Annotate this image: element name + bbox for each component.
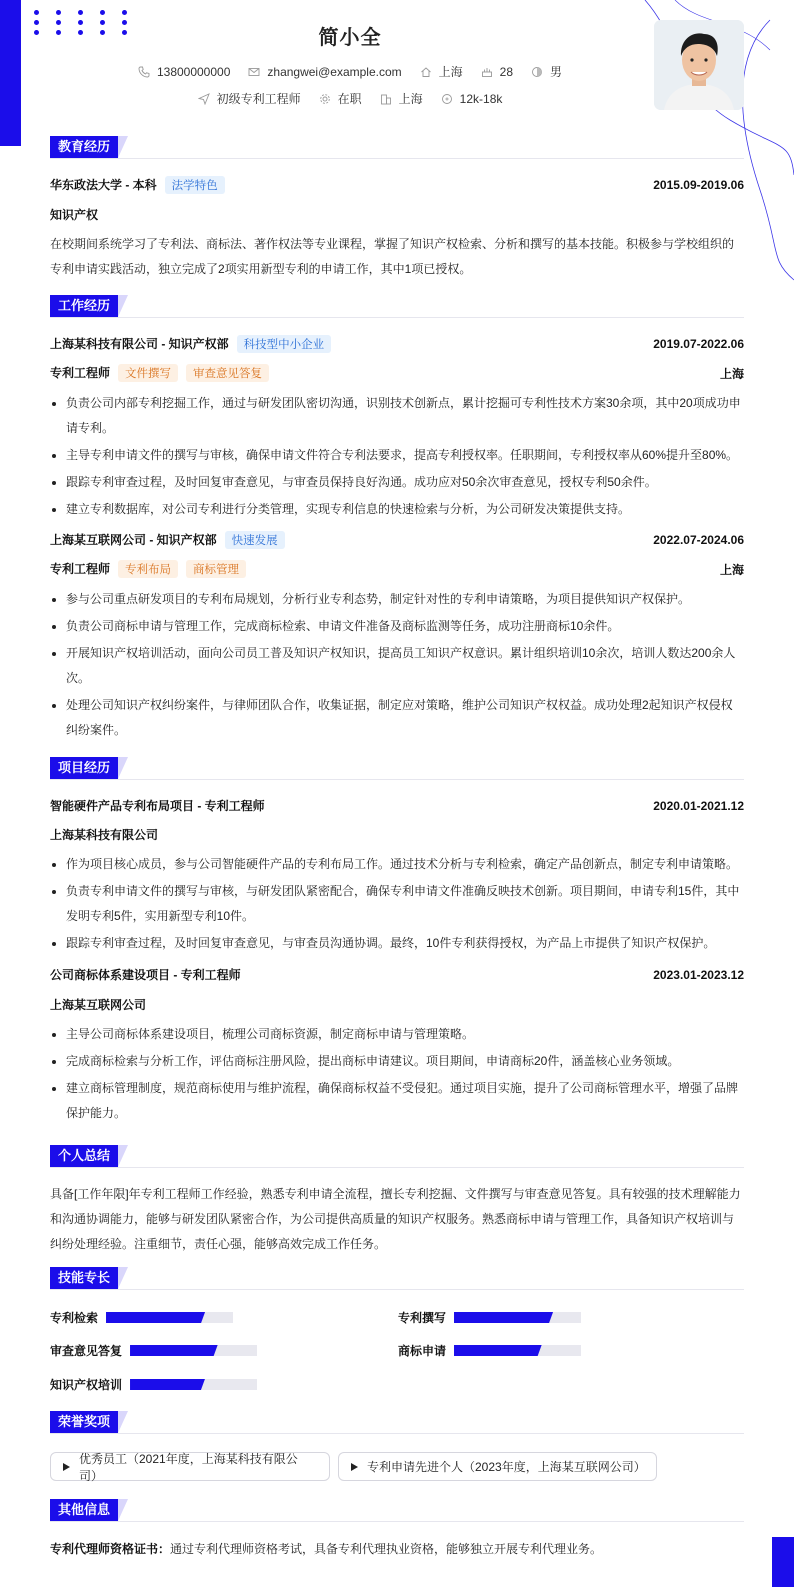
skill-label: 专利撰写 bbox=[398, 1311, 447, 1325]
position-text: 初级专利工程师 bbox=[216, 92, 301, 106]
education-header bbox=[50, 176, 744, 194]
gender-icon bbox=[531, 66, 543, 78]
gender-item bbox=[531, 63, 562, 80]
city-item bbox=[380, 90, 423, 107]
company-name: 上海某互联网公司 - 知识产权部 bbox=[50, 533, 217, 547]
other-info bbox=[50, 1540, 744, 1558]
award-item bbox=[338, 1452, 657, 1481]
role-title: 专利工程师 bbox=[50, 562, 111, 576]
decor-dot bbox=[100, 10, 105, 15]
major-row bbox=[50, 206, 744, 223]
education-desc: 在校期间系统学习了专利法、商标法、著作权法等专业课程，掌握了知识产权检索、分析和撰写的基本技能。积极参与学校组织的专利申请实践活动，独立完成了2项实用新型专利的申请工作，其中1项已授权。 bbox=[50, 237, 735, 276]
hometown-item bbox=[420, 63, 463, 80]
list-item: 作为项目核心成员，参与公司智能硬件产品的专利布局工作。通过技术分析与专利检索，确定产品创新点，制定专利申请策略。 bbox=[50, 852, 744, 877]
skill-bar bbox=[454, 1345, 581, 1356]
list-item: 建立专利数据库，对公司专利进行分类管理，实现专利信息的快速检索与分析，为公司研发决策提供支持。 bbox=[50, 497, 744, 522]
skill-label: 专利检索 bbox=[50, 1311, 99, 1325]
role-tag: 文件撰写 bbox=[118, 364, 178, 382]
list-item: 建立商标管理制度，规范商标使用与维护流程，确保商标权益不受侵犯。通过项目实施，提升了公司商标管理水平，增强了品牌保护能力。 bbox=[50, 1076, 744, 1126]
decor-dot bbox=[78, 10, 83, 15]
skill-bar bbox=[130, 1379, 257, 1390]
skill-bar-fill bbox=[454, 1312, 553, 1323]
section-divider bbox=[50, 317, 744, 318]
status-item bbox=[319, 90, 362, 107]
award-text: 优秀员工（2021年度，上海某科技有限公司） bbox=[79, 1451, 298, 1483]
coin-icon bbox=[441, 93, 453, 105]
role-tag: 专利布局 bbox=[118, 560, 178, 578]
certificate-label: 专利代理师资格证书： bbox=[50, 1542, 171, 1556]
phone-icon bbox=[138, 66, 150, 78]
skill-item bbox=[398, 1342, 581, 1359]
skill-item bbox=[50, 1309, 233, 1326]
section-divider bbox=[50, 1521, 744, 1522]
contact-row bbox=[0, 63, 700, 80]
section-title-summary: 个人总结 bbox=[50, 1145, 128, 1167]
section-divider bbox=[50, 1433, 744, 1434]
work-bullets-1 bbox=[50, 391, 744, 524]
project-header-1 bbox=[50, 797, 744, 814]
triangle-icon bbox=[63, 1463, 70, 1471]
award-text: 专利申请先进个人（2023年度，上海某互联网公司） bbox=[367, 1460, 646, 1474]
project-name: 公司商标体系建设项目 - 专利工程师 bbox=[50, 968, 241, 982]
salary-text: 12k-18k bbox=[459, 91, 503, 106]
triangle-icon bbox=[351, 1463, 358, 1471]
project-company-row-1 bbox=[50, 826, 744, 843]
list-item: 跟踪专利审查过程，及时回复审查意见，与审查员沟通协调。最终，10件专利获得授权，为产品上市提供了知识产权保护。 bbox=[50, 931, 744, 956]
summary-text: 具备[工作年限]年专利工程师工作经验，熟悉专利申请全流程，擅长专利挖掘、文件撰写与审查意见答复。具有较强的技术理解能力和沟通协调能力，能够与研发团队紧密合作，为公司提供高质量的知识产权服务。熟悉商标申请与管理工作，具备知识产权培训与纠纷处理经验。注重细节，责任心强，能够高效完成工作任务。 bbox=[50, 1187, 741, 1251]
age-text: 28 bbox=[499, 64, 514, 79]
decor-dot bbox=[122, 10, 127, 15]
email-text: zhangwei@example.com bbox=[267, 64, 402, 79]
project-name: 智能硬件产品专利布局项目 - 专利工程师 bbox=[50, 799, 265, 813]
project-company-row-2 bbox=[50, 996, 744, 1013]
building-icon bbox=[380, 93, 392, 105]
accent-bar-right bbox=[772, 1537, 794, 1587]
gear-icon bbox=[319, 93, 331, 105]
company-tag: 快速发展 bbox=[225, 531, 285, 549]
skill-label: 审查意见答复 bbox=[50, 1344, 123, 1358]
candidate-name: 简小全 bbox=[318, 27, 382, 49]
school-name: 华东政法大学 - 本科 bbox=[50, 178, 157, 192]
email-item bbox=[248, 65, 401, 79]
skill-bar-fill bbox=[454, 1345, 542, 1356]
work-date: 2019.07-2022.06 bbox=[653, 337, 744, 351]
work-header-1 bbox=[50, 335, 744, 353]
decor-dot bbox=[56, 10, 61, 15]
section-divider bbox=[50, 1167, 744, 1168]
section-title-education: 教育经历 bbox=[50, 136, 128, 158]
phone-text: 13800000000 bbox=[156, 64, 231, 79]
list-item: 参与公司重点研发项目的专利布局规划，分析行业专利态势，制定针对性的专利申请策略，为项目提供知识产权保护。 bbox=[50, 587, 744, 612]
role-title: 专利工程师 bbox=[50, 366, 111, 380]
skill-item bbox=[50, 1342, 257, 1359]
list-item: 完成商标检索与分析工作，评估商标注册风险，提出商标申请建议。项目期间，申请商标20件，涵盖核心业务领域。 bbox=[50, 1049, 744, 1074]
section-title-skills: 技能专长 bbox=[50, 1267, 128, 1289]
section-divider bbox=[50, 779, 744, 780]
profile-photo bbox=[654, 20, 744, 110]
salary-item bbox=[441, 92, 503, 106]
role-tag: 审查意见答复 bbox=[186, 364, 269, 382]
decor-dot bbox=[34, 10, 39, 15]
company-name: 上海某科技有限公司 - 知识产权部 bbox=[50, 337, 229, 351]
skill-item bbox=[398, 1309, 581, 1326]
section-title-awards: 荣誉奖项 bbox=[50, 1411, 128, 1433]
skill-label: 知识产权培训 bbox=[50, 1378, 123, 1392]
list-item: 处理公司知识产权纠纷案件，与律师团队合作，收集证据，制定应对策略，维护公司知识产权权益。成功处理2起知识产权侵权纠纷案件。 bbox=[50, 693, 744, 743]
role-row-2 bbox=[50, 560, 744, 578]
project-date: 2023.01-2023.12 bbox=[653, 967, 744, 982]
paper-plane-icon bbox=[198, 93, 210, 105]
work-location: 上海 bbox=[719, 562, 744, 577]
school-tag: 法学特色 bbox=[165, 176, 225, 194]
list-item: 负责公司内部专利挖掘工作，通过与研发团队密切沟通，识别技术创新点，累计挖掘可专利性技术方案30余项，其中20项成功申请专利。 bbox=[50, 391, 744, 441]
role-tag: 商标管理 bbox=[186, 560, 246, 578]
list-item: 主导专利申请文件的撰写与审核，确保申请文件符合专利法要求，提高专利授权率。任职期间，专利授权率从60%提升至80%。 bbox=[50, 443, 744, 468]
education-date: 2015.09-2019.06 bbox=[653, 178, 744, 192]
job-intent-row bbox=[0, 90, 700, 107]
project-company: 上海某科技有限公司 bbox=[50, 828, 159, 842]
work-location: 上海 bbox=[719, 366, 744, 381]
list-item: 跟踪专利审查过程，及时回复审查意见，与审查员保持良好沟通。成功应对50余次审查意见，授权专利50余件。 bbox=[50, 470, 744, 495]
section-title-work: 工作经历 bbox=[50, 295, 128, 317]
list-item: 主导公司商标体系建设项目，梳理公司商标资源，制定商标申请与管理策略。 bbox=[50, 1022, 744, 1047]
skill-item bbox=[50, 1376, 257, 1393]
role-row-1 bbox=[50, 364, 744, 382]
major: 知识产权 bbox=[50, 208, 99, 222]
skill-bar bbox=[130, 1345, 257, 1356]
skill-bar-fill bbox=[106, 1312, 205, 1323]
project-bullets-2 bbox=[50, 1022, 744, 1128]
gender-text: 男 bbox=[550, 65, 563, 79]
avatar-portrait bbox=[654, 20, 744, 110]
list-item: 负责公司商标申请与管理工作，完成商标检索、申请文件准备及商标监测等任务，成功注册商标10余件。 bbox=[50, 614, 744, 639]
cake-icon bbox=[481, 66, 493, 78]
age-item bbox=[481, 65, 513, 79]
section-divider bbox=[50, 158, 744, 159]
company-tag: 科技型中小企业 bbox=[237, 335, 332, 353]
skill-bar bbox=[106, 1312, 233, 1323]
skill-bar bbox=[454, 1312, 581, 1323]
project-bullets-1 bbox=[50, 852, 744, 958]
hometown-text: 上海 bbox=[438, 65, 463, 79]
position-item bbox=[198, 90, 301, 107]
phone-item bbox=[138, 65, 230, 79]
work-bullets-2 bbox=[50, 587, 744, 745]
certificate-text: 通过专利代理师资格考试，具备专利代理执业资格，能够独立开展专利代理业务。 bbox=[170, 1542, 603, 1556]
project-date: 2020.01-2021.12 bbox=[653, 798, 744, 813]
section-title-project: 项目经历 bbox=[50, 757, 128, 779]
work-header-2 bbox=[50, 531, 744, 549]
section-divider bbox=[50, 1289, 744, 1290]
status-text: 在职 bbox=[337, 92, 362, 106]
section-title-other: 其他信息 bbox=[50, 1499, 128, 1521]
project-company: 上海某互联网公司 bbox=[50, 998, 147, 1012]
home-icon bbox=[420, 66, 432, 78]
list-item: 负责专利申请文件的撰写与审核，与研发团队紧密配合，确保专利申请文件准确反映技术创新。项目期间，申请专利15件，其中发明专利5件，实用新型专利10件。 bbox=[50, 879, 744, 929]
skill-bar-fill bbox=[130, 1345, 218, 1356]
project-header-2 bbox=[50, 966, 744, 983]
city-text: 上海 bbox=[398, 92, 423, 106]
award-item bbox=[50, 1452, 330, 1481]
skill-bar-fill bbox=[130, 1379, 205, 1390]
mail-icon bbox=[248, 66, 260, 78]
list-item: 开展知识产权培训活动，面向公司员工普及知识产权知识，提高员工知识产权意识。累计组织培训10余次，培训人数达200余人次。 bbox=[50, 641, 744, 691]
work-date: 2022.07-2024.06 bbox=[653, 533, 744, 547]
skill-label: 商标申请 bbox=[398, 1344, 447, 1358]
